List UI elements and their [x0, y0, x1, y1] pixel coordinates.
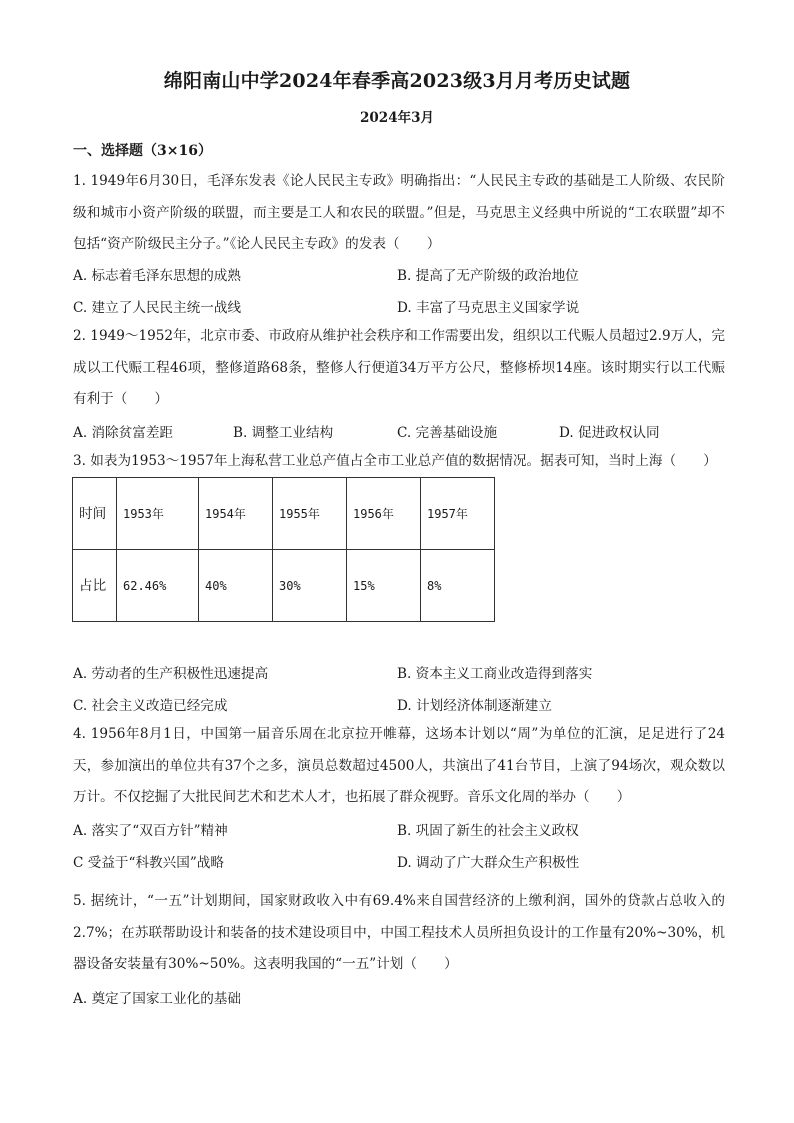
page-title: 绵阳南山中学2024年春季高2023级3月月考历史试题 — [163, 70, 631, 92]
question-4-stem: 4. 1956年8月1日，中国第一届音乐周在北京拉开帷幕，这场本计划以“周”为单位的汇演，足足进行了24天，参加演出的单位共有37个之多，演员总数超过4500人，共演出了41台节目，上演了94场次，观众数以万计。不仅挖掘了大批民间艺术和艺术人才，也拓展了群众视野。音乐文化周的举办（ ） — [73, 726, 725, 805]
option-a[interactable]: A. 奠定了国家工业化的基础 — [73, 991, 241, 1007]
option-c[interactable]: C 受益于“科教兴国”战略 — [73, 855, 224, 871]
table-cell: 1955年 — [273, 478, 347, 550]
option-a[interactable]: A. 落实了“双百方针”精神 — [73, 823, 228, 839]
question-1-stem: 1. 1949年6月30日，毛泽东发表《论人民民主专政》明确指出：“人民民主专政的基础是工人阶级、农民阶级和城市小资产阶级的联盟，而主要是工人和农民的联盟。”但是，马克思主义经典中所说的“工农联盟”却不包括“资产阶级民主分子。”《论人民民主专政》的发表（ ） — [73, 173, 725, 252]
table-cell: 1957年 — [421, 478, 495, 550]
table-cell: 1956年 — [347, 478, 421, 550]
table-cell: 40% — [199, 550, 273, 622]
option-d[interactable]: D. 丰富了马克思主义国家学说 — [397, 300, 580, 316]
section-heading: 一、选择题（3×16） — [73, 143, 212, 159]
table-row — [73, 478, 495, 550]
option-b[interactable]: B. 调整工业结构 — [233, 425, 334, 441]
question-5-stem: 5. 据统计，“一五”计划期间，国家财政收入中有69.4%来自国营经济的上缴利润，国外的贷款占总收入的2.7%；在苏联帮助设计和装备的技术建设项目中，中国工程技术人员所担负设计的工作量有20%~30%，机器设备安装量有30%~50%。这表明我国的“一五”计划（ ） — [73, 893, 725, 972]
option-c[interactable]: C. 完善基础设施 — [397, 425, 498, 441]
table-cell: 30% — [273, 550, 347, 622]
option-a[interactable]: A. 标志着毛泽东思想的成熟 — [73, 268, 241, 284]
option-d[interactable]: D. 计划经济体制逐渐建立 — [397, 698, 552, 714]
table-header-cell: 时间 — [73, 478, 117, 550]
table-cell: 15% — [347, 550, 421, 622]
table-cell: 62.46% — [117, 550, 199, 622]
option-a[interactable]: A. 消除贫富差距 — [73, 425, 174, 441]
option-a[interactable]: A. 劳动者的生产积极性迅速提高 — [73, 666, 269, 682]
table-row — [73, 550, 495, 622]
question-2-stem: 2. 1949～1952年，北京市委、市政府从维护社会秩序和工作需要出发，组织以工代赈人员超过2.9万人，完成以工代赈工程46项，整修道路68条，整修人行便道34万平方公尺，整修桥坝14座。该时期实行以工代赈有利于（ ） — [73, 328, 725, 407]
option-d[interactable]: D. 促进政权认同 — [559, 425, 660, 441]
option-b[interactable]: B. 提高了无产阶级的政治地位 — [397, 268, 579, 284]
option-c[interactable]: C. 建立了人民民主统一战线 — [73, 300, 242, 316]
data-table — [72, 477, 495, 622]
question-3-stem: 3. 如表为1953～1957年上海私营工业总产值占全市工业总产值的数据情况。据表可知，当时上海（ ） — [73, 453, 717, 469]
exam-date: 2024年3月 — [360, 110, 434, 126]
table-cell: 1953年 — [117, 478, 199, 550]
option-d[interactable]: D. 调动了广大群众生产积极性 — [397, 855, 580, 871]
option-c[interactable]: C. 社会主义改造已经完成 — [73, 698, 228, 714]
table-cell: 8% — [421, 550, 495, 622]
option-b[interactable]: B. 巩固了新生的社会主义政权 — [397, 823, 579, 839]
table-header-cell: 占比 — [73, 550, 117, 622]
table-cell: 1954年 — [199, 478, 273, 550]
option-b[interactable]: B. 资本主义工商业改造得到落实 — [397, 666, 593, 682]
